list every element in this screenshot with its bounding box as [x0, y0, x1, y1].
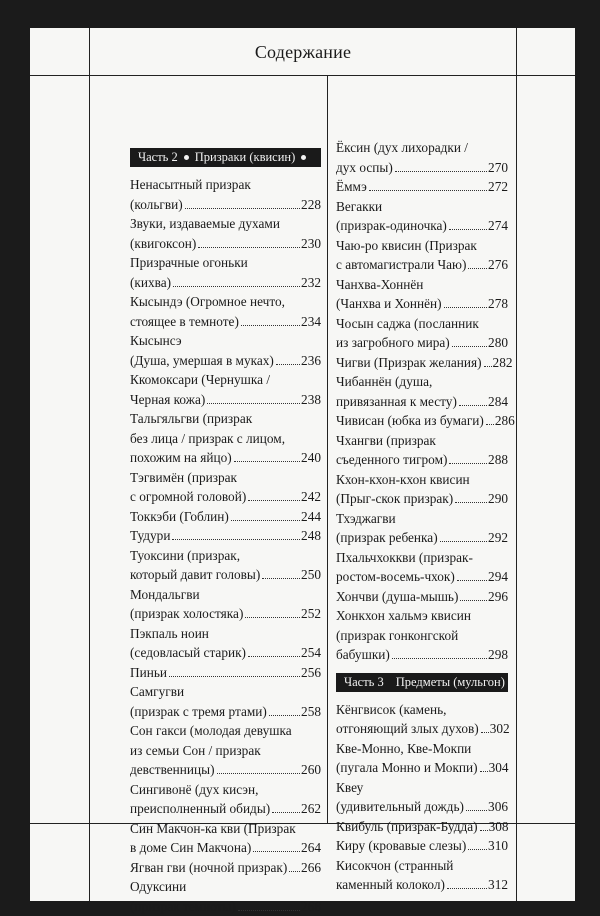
toc-entry-line	[336, 411, 508, 431]
toc-entry-line	[130, 487, 321, 507]
toc-entry-line	[130, 429, 321, 449]
toc-entry	[336, 275, 508, 314]
toc-entry-line	[336, 314, 508, 334]
left-margin-rule	[89, 28, 90, 901]
toc-entry-line	[336, 450, 508, 470]
toc-list	[336, 700, 508, 895]
toc-entry	[336, 509, 508, 548]
toc-entry	[336, 606, 508, 665]
toc-entry-title: отгоняющий злых духов)	[336, 719, 479, 739]
toc-entry	[130, 546, 321, 585]
toc-entry-title: Кхон-кхон-кхон квисин	[336, 470, 470, 490]
toc-page-number: 280	[488, 333, 508, 353]
toc-page-number: 292	[488, 528, 508, 548]
toc-entry-line	[130, 507, 321, 527]
toc-entry-title: из семьи Сон / призрак	[130, 741, 261, 761]
toc-entry-line	[336, 275, 508, 295]
page-title: Содержание	[90, 42, 516, 63]
toc-entry-line	[336, 836, 508, 856]
toc-entry-title: с огромной головой)	[130, 487, 246, 507]
toc-entry-title: Пиньи	[130, 663, 167, 683]
toc-page-number: 294	[488, 567, 508, 587]
toc-entry-title: Чосын саджа (посланник	[336, 314, 479, 334]
toc-entry-title: Тхэджагви	[336, 509, 396, 529]
toc-page-number: 288	[488, 450, 508, 470]
toc-entry-line	[336, 719, 508, 739]
dot-leader	[248, 656, 300, 657]
toc-page-number: 274	[488, 216, 508, 236]
toc-entry-title: бабушки)	[336, 645, 390, 665]
toc-entry-title: Кисокчон (странный	[336, 856, 453, 876]
toc-entry-line	[336, 509, 508, 529]
toc-entry-line	[130, 526, 321, 546]
toc-entry	[130, 877, 321, 916]
toc-entry-title: преисполненный обиды)	[130, 799, 270, 819]
toc-entry-line	[130, 663, 321, 683]
toc-entry-title: который давит головы)	[130, 565, 260, 585]
toc-entry-title: Звуки, издаваемые духами	[130, 214, 280, 234]
toc-entry-title: (призрак холостяка)	[130, 604, 243, 624]
toc-entry-title: Вегакки	[336, 197, 382, 217]
dot-leader	[449, 463, 487, 464]
toc-page-number: 236	[301, 351, 321, 371]
toc-page-number: 284	[488, 392, 508, 412]
toc-entry-title: Сон гакси (молодая девушка	[130, 721, 292, 741]
toc-entry-line	[130, 448, 321, 468]
toc-entry	[130, 585, 321, 624]
toc-entry-title: Ккомоксари (Чернушка /	[130, 370, 270, 390]
toc-entry-line	[336, 177, 508, 197]
column-divider	[327, 75, 328, 823]
toc-page-number: 302	[490, 719, 510, 739]
toc-entry-title: Пэкпаль ноин	[130, 624, 209, 644]
toc-entry-title: Квеу	[336, 778, 363, 798]
dot-leader	[480, 830, 488, 831]
toc-entry	[336, 138, 508, 177]
toc-entry-title: Мондальгви	[130, 585, 200, 605]
toc-entry-title: (Душа, умершая в муках)	[130, 351, 274, 371]
toc-entry-title: Тальгяльгви (призрак	[130, 409, 252, 429]
toc-entry	[336, 836, 508, 856]
toc-entry-line	[336, 587, 508, 607]
toc-entry	[130, 175, 321, 214]
toc-entry-title: Ягван гви (ночной призрак)	[130, 858, 287, 878]
toc-entry-line	[130, 858, 321, 878]
toc-entry-title: (Чанхва и Хоннён)	[336, 294, 442, 314]
bullet-icon	[184, 155, 189, 160]
toc-entry-title: каменный колокол)	[336, 875, 445, 895]
toc-page-number: 242	[301, 487, 321, 507]
toc-entry-title: (призрак ребенка)	[336, 528, 438, 548]
toc-entry	[336, 411, 508, 431]
dot-leader	[459, 405, 487, 406]
toc-entry-line	[336, 548, 508, 568]
toc-entry-line	[130, 409, 321, 429]
toc-entry-line	[130, 702, 321, 722]
toc-entry-line	[130, 721, 321, 741]
toc-entry-line	[130, 799, 321, 819]
toc-entry	[130, 526, 321, 546]
toc-entry-line	[130, 819, 321, 839]
toc-entry-line	[336, 645, 508, 665]
dot-leader	[481, 732, 489, 733]
dot-leader	[452, 346, 487, 347]
toc-entry	[130, 682, 321, 721]
toc-page-number: 306	[488, 797, 508, 817]
toc-page-number: 232	[301, 273, 321, 293]
dot-leader	[253, 851, 300, 852]
toc-entry-line	[130, 643, 321, 663]
toc-page-number: 260	[301, 760, 321, 780]
toc-entry-title: Чаю-ро квисин (Призрак	[336, 236, 477, 256]
toc-entry-title: (призрак с тремя ртами)	[130, 702, 267, 722]
spacer	[336, 665, 508, 671]
toc-entry-line	[336, 470, 508, 490]
toc-entry	[336, 739, 508, 778]
toc-entry-title: (призрак гонконгской	[336, 626, 458, 646]
toc-page-number: 248	[301, 526, 321, 546]
toc-entry	[130, 721, 321, 780]
toc-page-number: 308	[489, 817, 509, 837]
toc-entry	[336, 372, 508, 411]
toc-entry-line	[336, 353, 508, 373]
toc-entry-line	[336, 489, 508, 509]
dot-leader	[207, 403, 300, 404]
toc-entry-title: Туоксини (призрак,	[130, 546, 240, 566]
toc-entry-line	[336, 138, 508, 158]
toc-entry-line	[336, 758, 508, 778]
toc-entry-line	[130, 331, 321, 351]
toc-page-number: 230	[301, 234, 321, 254]
toc-page-number: 272	[488, 177, 508, 197]
toc-entry	[130, 253, 321, 292]
toc-entry-line	[130, 624, 321, 644]
toc-page-number: 244	[301, 507, 321, 527]
dot-leader	[172, 539, 300, 540]
dot-leader	[185, 208, 300, 209]
toc-page-number: 276	[488, 255, 508, 275]
dot-leader	[169, 676, 300, 677]
toc-list	[336, 138, 508, 665]
toc-entry-title: Призрачные огоньки	[130, 253, 248, 273]
banner-part-name: Предметы (мульгон)	[396, 675, 505, 690]
toc-entry-line	[130, 682, 321, 702]
dot-leader	[444, 307, 487, 308]
toc-entry-title: Тэгвимён (призрак	[130, 468, 237, 488]
toc-entry-title: Токкэби (Гоблин)	[130, 507, 229, 527]
toc-entry-title: (призрак темноты)	[130, 897, 236, 916]
toc-entry-line	[130, 838, 321, 858]
toc-entry-line	[130, 175, 321, 195]
toc-entry-title: Пхальчхоккви (призрак-	[336, 548, 473, 568]
dot-leader	[392, 658, 487, 659]
toc-entry-title: с автомагистрали Чаю)	[336, 255, 466, 275]
toc-entry-title: Квибуль (призрак-Будда)	[336, 817, 478, 837]
toc-entry	[336, 778, 508, 817]
toc-entry-title: похожим на яйцо)	[130, 448, 232, 468]
dot-leader	[248, 500, 300, 501]
toc-entry-line	[336, 431, 508, 451]
toc-page-number: 278	[488, 294, 508, 314]
toc-entry-title: стоящее в темноте)	[130, 312, 239, 332]
toc-entry-line	[336, 197, 508, 217]
toc-entry-line	[336, 626, 508, 646]
toc-entry-line	[336, 856, 508, 876]
toc-entry-line	[130, 214, 321, 234]
toc-entry-line	[336, 236, 508, 256]
toc-entry-title: (седовласый старик)	[130, 643, 246, 663]
dot-leader	[269, 715, 300, 716]
banner-part-name: Призраки (квисин)	[195, 150, 296, 165]
toc-page-number: 310	[488, 836, 508, 856]
toc-entry-line	[336, 817, 508, 837]
toc-entry-line	[130, 253, 321, 273]
toc-entry-title: Тудури	[130, 526, 170, 546]
toc-entry-line	[130, 897, 321, 916]
toc-entry	[130, 370, 321, 409]
toc-entry	[130, 507, 321, 527]
toc-entry	[130, 468, 321, 507]
toc-entry-line	[130, 780, 321, 800]
toc-entry-title: Кысындэ (Огромное нечто,	[130, 292, 285, 312]
toc-entry-title: Самгугви	[130, 682, 184, 702]
toc-page-number: 238	[301, 390, 321, 410]
toc-entry-title: Кве-Монно, Кве-Мокпи	[336, 739, 471, 759]
dot-leader	[217, 773, 301, 774]
toc-entry-line	[130, 877, 321, 897]
toc-entry	[336, 817, 508, 837]
toc-page-number: 254	[301, 643, 321, 663]
toc-page-number: 228	[301, 195, 321, 215]
dot-leader	[241, 325, 300, 326]
toc-entry-line	[336, 528, 508, 548]
banner-part-label: Часть 3	[344, 675, 384, 690]
toc-page-number: 256	[301, 663, 321, 683]
dot-leader	[480, 771, 488, 772]
toc-entry-title: Кысынсэ	[130, 331, 182, 351]
toc-entry-title: (Прыг-скок призрак)	[336, 489, 453, 509]
toc-entry-title: Чигви (Призрак желания)	[336, 353, 482, 373]
toc-page-number: 286	[495, 411, 515, 431]
toc-entry-title: Син Макчон-ка кви (Призрак	[130, 819, 296, 839]
toc-entry-line	[336, 875, 508, 895]
toc-entry-title: ростом-восемь-чхок)	[336, 567, 455, 587]
dot-leader	[289, 871, 300, 872]
toc-page-number: 250	[301, 565, 321, 585]
toc-entry-title: (призрак-одиночка)	[336, 216, 447, 236]
toc-entry-title: Хончви (душа-мышь)	[336, 587, 458, 607]
toc-entry	[130, 409, 321, 468]
toc-entry-line	[130, 370, 321, 390]
toc-entry-line	[130, 565, 321, 585]
part-2-banner	[130, 148, 321, 167]
dot-leader	[440, 541, 487, 542]
toc-entry-line	[130, 312, 321, 332]
toc-entry-title: съеденного тигром)	[336, 450, 447, 470]
toc-entry	[130, 292, 321, 331]
dot-leader	[272, 812, 300, 813]
dot-leader	[447, 888, 487, 889]
dot-leader	[468, 849, 487, 850]
toc-page-number: 296	[488, 587, 508, 607]
toc-entry-line	[336, 700, 508, 720]
toc-entry-line	[336, 294, 508, 314]
header-rule	[30, 75, 575, 76]
toc-list	[130, 175, 321, 916]
toc-page-number: 240	[301, 448, 321, 468]
toc-page-number: 262	[301, 799, 321, 819]
toc-entry-title: Черная кожа)	[130, 390, 205, 410]
toc-entry-line	[336, 255, 508, 275]
right-column	[336, 138, 508, 895]
dot-leader	[245, 617, 300, 618]
toc-entry-line	[130, 390, 321, 410]
toc-page-number: 304	[489, 758, 509, 778]
toc-entry-line	[130, 468, 321, 488]
toc-entry-line	[130, 195, 321, 215]
toc-entry-title: (кихва)	[130, 273, 171, 293]
toc-entry	[130, 663, 321, 683]
toc-entry	[336, 177, 508, 197]
toc-entry-line	[336, 739, 508, 759]
toc-entry-title: без лица / призрак с лицом,	[130, 429, 285, 449]
toc-entry-title: дух оспы)	[336, 158, 393, 178]
toc-entry-line	[130, 604, 321, 624]
toc-entry	[336, 236, 508, 275]
dot-leader	[369, 190, 487, 191]
dot-leader	[449, 229, 487, 230]
toc-entry-line	[130, 741, 321, 761]
dot-leader	[234, 461, 300, 462]
toc-entry	[336, 431, 508, 470]
toc-page-number: 258	[301, 702, 321, 722]
toc-page-number: 234	[301, 312, 321, 332]
toc-entry	[130, 214, 321, 253]
toc-entry-line	[130, 292, 321, 312]
toc-entry-title: Сингивонё (дух кисэн,	[130, 780, 258, 800]
toc-entry-title: (пугала Монно и Мокпи)	[336, 758, 478, 778]
toc-entry	[336, 856, 508, 895]
toc-entry-title: (квигоксон)	[130, 234, 196, 254]
toc-entry-title: Ёксин (дух лихорадки /	[336, 138, 468, 158]
dot-leader	[238, 910, 300, 911]
toc-entry-line	[130, 273, 321, 293]
toc-entry-line	[336, 216, 508, 236]
dot-leader	[460, 600, 487, 601]
dot-leader	[486, 424, 494, 425]
toc-entry-title: Киру (кровавые слезы)	[336, 836, 466, 856]
toc-entry-title: в доме Син Макчона)	[130, 838, 251, 858]
bullet-icon	[301, 155, 306, 160]
toc-entry-title: Одуксини	[130, 877, 186, 897]
dot-leader	[457, 580, 487, 581]
toc-page-number: 266	[301, 858, 321, 878]
toc-entry-title: Чибаннён (душа,	[336, 372, 432, 392]
part-3-banner	[336, 673, 508, 692]
toc-entry-line	[336, 606, 508, 626]
toc-entry-title: Кёнгвисок (камень,	[336, 700, 446, 720]
toc-entry	[130, 819, 321, 858]
toc-entry	[336, 548, 508, 587]
toc-entry-line	[336, 333, 508, 353]
banner-part-label: Часть 2	[138, 150, 178, 165]
toc-entry-line	[336, 778, 508, 798]
toc-entry	[130, 858, 321, 878]
toc-entry	[336, 587, 508, 607]
toc-entry-line	[130, 760, 321, 780]
toc-entry-line	[336, 158, 508, 178]
toc-entry	[130, 624, 321, 663]
toc-entry-title: Ёммэ	[336, 177, 367, 197]
toc-entry-title: девственницы)	[130, 760, 215, 780]
toc-entry-line	[336, 567, 508, 587]
toc-entry-line	[336, 372, 508, 392]
toc-entry	[336, 314, 508, 353]
toc-entry-title: Ненасытный призрак	[130, 175, 251, 195]
toc-entry-line	[130, 585, 321, 605]
toc-entry-line	[130, 546, 321, 566]
dot-leader	[276, 364, 300, 365]
toc-entry-title: Чанхва-Хоннён	[336, 275, 423, 295]
toc-page-number: 290	[488, 489, 508, 509]
toc-entry	[130, 780, 321, 819]
toc-entry-title: Чхангви (призрак	[336, 431, 436, 451]
dot-leader	[262, 578, 300, 579]
toc-entry-title: (удивительный дождь)	[336, 797, 464, 817]
dot-leader	[466, 810, 487, 811]
toc-page-number: 298	[488, 645, 508, 665]
right-margin-rule	[516, 28, 517, 901]
toc-entry-line	[130, 234, 321, 254]
dot-leader	[484, 366, 492, 367]
toc-page-number: 264	[301, 838, 321, 858]
left-column	[130, 148, 321, 916]
toc-entry	[336, 700, 508, 739]
toc-entry-title: из загробного мира)	[336, 333, 450, 353]
toc-page-number: 312	[488, 875, 508, 895]
dot-leader	[173, 286, 300, 287]
toc-page-number: 282	[493, 353, 513, 373]
toc-entry-title: (кольгви)	[130, 195, 183, 215]
toc-page-number: 270	[488, 158, 508, 178]
toc-page-number: 268	[301, 897, 321, 916]
dot-leader	[231, 520, 300, 521]
dot-leader	[395, 171, 487, 172]
book-page	[30, 28, 575, 901]
toc-entry	[336, 470, 508, 509]
toc-entry-title: привязанная к месту)	[336, 392, 457, 412]
toc-entry-title: Хонкхон хальмэ квисин	[336, 606, 471, 626]
dot-leader	[198, 247, 300, 248]
toc-entry-line	[130, 351, 321, 371]
toc-page-number: 252	[301, 604, 321, 624]
toc-entry	[336, 197, 508, 236]
toc-entry	[336, 353, 508, 373]
toc-entry	[130, 331, 321, 370]
toc-entry-line	[336, 797, 508, 817]
dot-leader	[455, 502, 487, 503]
dot-leader	[468, 268, 487, 269]
toc-entry-title: Чивисан (юбка из бумаги)	[336, 411, 484, 431]
toc-entry-line	[336, 392, 508, 412]
